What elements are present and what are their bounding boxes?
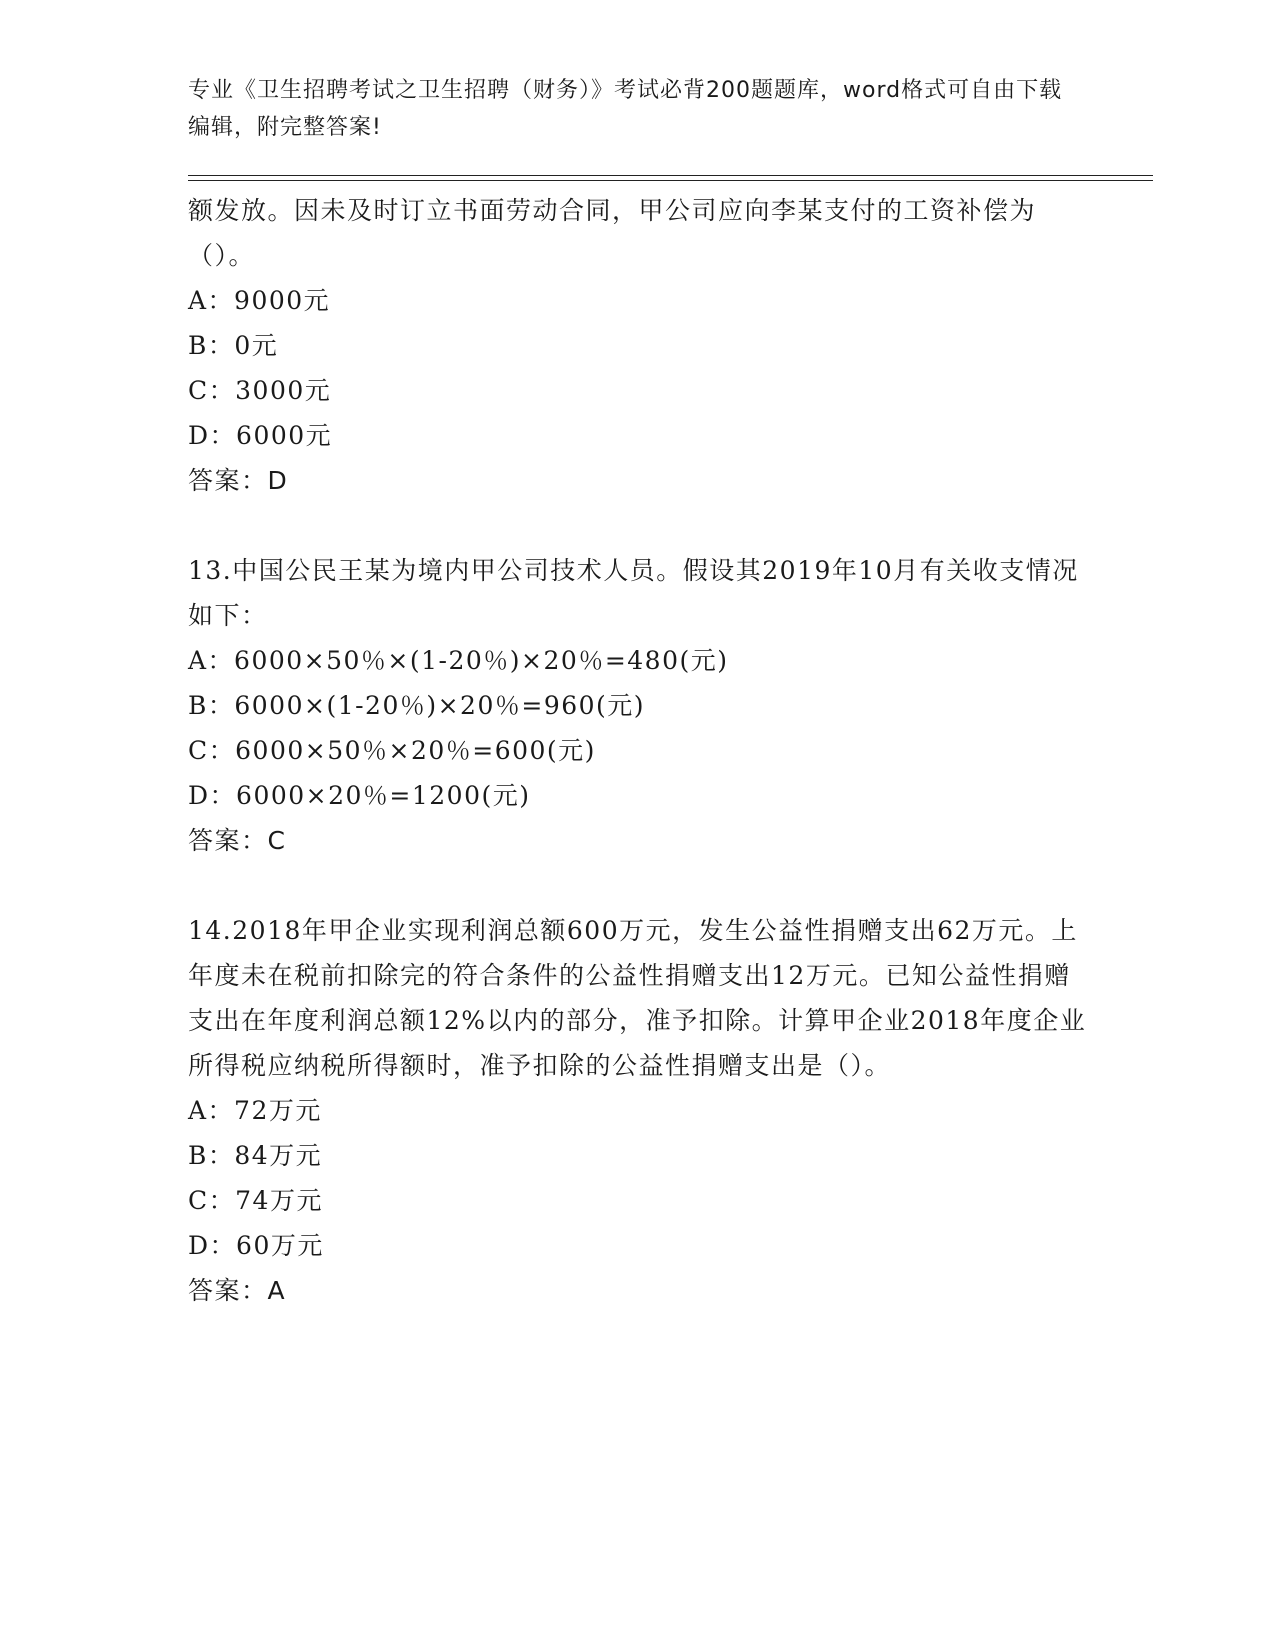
question-stem: 额发放。因未及时订立书面劳动合同，甲公司应向李某支付的工资补偿为（）。	[188, 196, 1037, 270]
header-divider-bottom	[188, 180, 1153, 181]
answer-line: 答案：D	[188, 466, 289, 495]
option-a: A：72万元	[188, 1096, 322, 1125]
question-stem: 14.2018年甲企业实现利润总额600万元，发生公益性捐赠支出62万元。上年度未在税前扣除完的符合条件的公益性捐赠支出12万元。已知公益性捐赠支出在年度利润总额12%以内的部分，准予扣除。计算甲企业2018年度企业所得税应纳税所得额时，准予扣除的公益性捐赠支出是（）。	[188, 916, 1087, 1080]
answer-line: 答案：C	[188, 826, 287, 855]
option-c: C：3000元	[188, 376, 332, 405]
option-b: B：6000×(1-20％)×20％=960(元)	[188, 691, 646, 720]
question-stem: 13.中国公民王某为境内甲公司技术人员。假设其2019年10月有关收支情况如下：	[188, 556, 1079, 630]
option-d: D：6000×20％=1200(元)	[188, 781, 531, 810]
header-divider-top	[188, 175, 1153, 176]
option-a: A：9000元	[188, 286, 331, 315]
option-d: D：60万元	[188, 1231, 324, 1260]
option-b: B：0元	[188, 331, 279, 360]
option-c: C：74万元	[188, 1186, 323, 1215]
document-header: 专业《卫生招聘考试之卫生招聘（财务）》考试必背200题题库，word格式可自由下载编辑，附完整答案!	[188, 78, 1063, 140]
question-content	[188, 188, 1088, 1313]
option-d: D：6000元	[188, 421, 333, 450]
option-c: C：6000×50％×20％=600(元)	[188, 736, 596, 765]
question-13	[188, 548, 1088, 863]
answer-line: 答案：A	[188, 1276, 287, 1305]
option-b: B：84万元	[188, 1141, 323, 1170]
question-12	[188, 188, 1088, 503]
question-14	[188, 908, 1088, 1313]
option-a: A：6000×50％×(1-20％)×20％=480(元)	[188, 646, 729, 675]
